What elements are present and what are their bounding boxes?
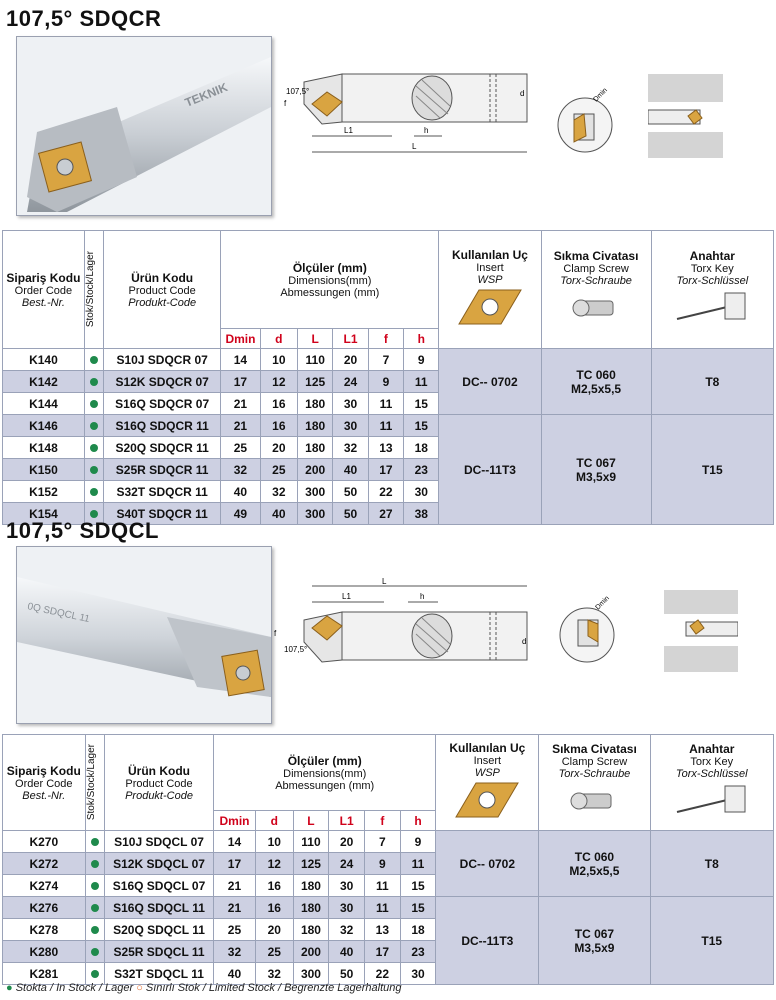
h-cell: 23 xyxy=(404,459,439,481)
l-cell: 125 xyxy=(298,371,333,393)
angle-label: 107,5° xyxy=(286,87,310,96)
h-cell: 18 xyxy=(404,437,439,459)
f-cell: 11 xyxy=(364,875,400,897)
h-cell: 15 xyxy=(404,415,439,437)
key-header: Anahtar Torx Key Torx-Schlüssel xyxy=(651,231,773,349)
in-stock-dot-icon xyxy=(90,356,98,364)
f-cell: 22 xyxy=(364,963,400,985)
d-cell: 12 xyxy=(260,371,297,393)
insert-icon-2 xyxy=(452,779,522,821)
in-stock-dot-icon xyxy=(90,422,98,430)
stock-cell xyxy=(84,459,103,481)
screw-icon-2 xyxy=(569,780,619,820)
col-f: f xyxy=(368,329,403,349)
l-cell: 125 xyxy=(293,853,329,875)
in-stock-dot-icon xyxy=(91,904,99,912)
stock-header: Stok/Stock/Lager xyxy=(84,231,103,349)
dmin-cell: 32 xyxy=(221,459,260,481)
product-code-cell: S10J SDQCR 07 xyxy=(104,349,221,371)
table-row xyxy=(3,415,774,437)
h-cell: 30 xyxy=(400,963,436,985)
stock-cell xyxy=(85,875,104,897)
l1-cell: 40 xyxy=(329,941,365,963)
torx-key-cell: T15 xyxy=(650,897,773,985)
dmin-cell: 49 xyxy=(221,503,260,525)
d-label: d xyxy=(520,89,525,98)
f-cell: 11 xyxy=(368,415,403,437)
l1-cell: 30 xyxy=(333,393,368,415)
limited-stock-circle-icon: ○ xyxy=(136,982,143,994)
l-cell: 180 xyxy=(293,919,329,941)
product-code-cell: S12K SDQCL 07 xyxy=(104,853,213,875)
product-code-cell: S20Q SDQCR 11 xyxy=(104,437,221,459)
clamp-screw-cell: TC 067 M3,5x9 xyxy=(541,415,651,525)
h-cell: 15 xyxy=(400,897,436,919)
order-code-cell: K150 xyxy=(3,459,85,481)
h-cell: 15 xyxy=(404,393,439,415)
f-cell: 22 xyxy=(368,481,403,503)
dmin-cell: 32 xyxy=(214,941,256,963)
f-cell: 11 xyxy=(364,897,400,919)
product-code-cell: S12K SDQCR 07 xyxy=(104,371,221,393)
order-code-header-2: Sipariş Kodu Order Code Best.-Nr. xyxy=(3,735,86,831)
table-row xyxy=(3,349,774,371)
spec-table-sdqcl xyxy=(2,734,774,985)
dmin-cell: 21 xyxy=(221,393,260,415)
l1-cell: 30 xyxy=(333,415,368,437)
l-cell: 200 xyxy=(298,459,333,481)
l1-label-2: L1 xyxy=(342,592,351,601)
in-stock-dot-icon xyxy=(91,970,99,978)
f-cell: 9 xyxy=(364,853,400,875)
torx-key-icon xyxy=(667,287,757,327)
key-header-2: Anahtar Torx Key Torx-Schlüssel xyxy=(650,735,773,831)
dmin-cell: 21 xyxy=(221,415,260,437)
product-code-cell: S40T SDQCR 11 xyxy=(104,503,221,525)
table-row xyxy=(3,897,774,919)
col-dmin-2: Dmin xyxy=(214,811,256,831)
l-cell: 180 xyxy=(298,437,333,459)
bore-diagram-sdqcl xyxy=(554,590,624,670)
insert-code-cell: DC-- 0702 xyxy=(436,831,539,897)
col-h: h xyxy=(404,329,439,349)
insert-icon xyxy=(455,286,525,328)
product-code-cell: S32T SDQCL 11 xyxy=(104,963,213,985)
f-cell: 27 xyxy=(368,503,403,525)
d-cell: 32 xyxy=(255,963,293,985)
order-code-cell: K276 xyxy=(3,897,86,919)
h-cell: 11 xyxy=(404,371,439,393)
in-stock-dot-icon xyxy=(90,488,98,496)
stock-cell xyxy=(85,853,104,875)
stock-cell xyxy=(84,437,103,459)
order-code-cell: K148 xyxy=(3,437,85,459)
dimensions-header-2: Ölçüler (mm) Dimensions(mm) Abmessungen (mm) xyxy=(214,735,436,811)
dimensions-header: Ölçüler (mm) Dimensions(mm) Abmessungen (mm) xyxy=(221,231,439,329)
stock-cell xyxy=(85,941,104,963)
section-view-sdqcl xyxy=(664,590,738,672)
d-cell: 32 xyxy=(260,481,297,503)
l-cell: 180 xyxy=(293,897,329,919)
h-cell: 11 xyxy=(400,853,436,875)
dmin-cell: 17 xyxy=(214,853,256,875)
f-cell: 13 xyxy=(364,919,400,941)
angle-label-2: 107,5° xyxy=(284,645,308,654)
dmin-cell: 40 xyxy=(214,963,256,985)
stock-legend xyxy=(6,982,402,994)
f-cell: 7 xyxy=(368,349,403,371)
legend-in-stock: Stokta / In Stock / Lager xyxy=(15,982,134,994)
order-code-cell: K154 xyxy=(3,503,85,525)
in-stock-dot-icon xyxy=(90,466,98,474)
stock-cell xyxy=(85,897,104,919)
l-cell: 300 xyxy=(298,503,333,525)
product-code-cell: S25R SDQCL 11 xyxy=(104,941,213,963)
l1-cell: 40 xyxy=(333,459,368,481)
col-d-2: d xyxy=(255,811,293,831)
order-code-cell: K278 xyxy=(3,919,86,941)
l1-cell: 24 xyxy=(333,371,368,393)
h-cell: 30 xyxy=(404,481,439,503)
d-cell: 25 xyxy=(255,941,293,963)
in-stock-dot-icon xyxy=(91,882,99,890)
d-cell: 16 xyxy=(260,415,297,437)
torx-key-cell: T15 xyxy=(651,415,773,525)
f-cell: 7 xyxy=(364,831,400,853)
section-view-sdqcr xyxy=(648,74,723,158)
stock-cell xyxy=(85,831,104,853)
order-code-cell: K146 xyxy=(3,415,85,437)
dmin-cell: 14 xyxy=(221,349,260,371)
order-code-cell: K270 xyxy=(3,831,86,853)
order-code-cell: K280 xyxy=(3,941,86,963)
product-photo-sdqcl xyxy=(16,546,272,724)
l1-cell: 32 xyxy=(333,437,368,459)
stock-cell xyxy=(85,919,104,941)
h-cell: 9 xyxy=(400,831,436,853)
col-h-2: h xyxy=(400,811,436,831)
insert-code-cell: DC--11T3 xyxy=(436,897,539,985)
product-code-cell: S16Q SDQCR 07 xyxy=(104,393,221,415)
col-dmin: Dmin xyxy=(221,329,260,349)
l-cell: 300 xyxy=(298,481,333,503)
stock-cell xyxy=(84,371,103,393)
in-stock-dot-icon xyxy=(91,948,99,956)
screw-header-2: Sıkma Civatası Clamp Screw Torx-Schraube xyxy=(539,735,650,831)
section-title-sdqcr: 107,5° SDQCR xyxy=(6,6,162,31)
l1-cell: 30 xyxy=(329,897,365,919)
product-code-header-2: Ürün Kodu Product Code Produkt-Code xyxy=(104,735,213,831)
h-cell: 38 xyxy=(404,503,439,525)
l1-cell: 32 xyxy=(329,919,365,941)
order-code-cell: K140 xyxy=(3,349,85,371)
legend-limited: Sınırlı Stok / Limited Stock / Begrenzte Lagerhaltung xyxy=(145,982,402,994)
section-title-sdqcl: 107,5° SDQCL xyxy=(6,518,159,543)
tool-diagram-sdqcl xyxy=(272,576,532,676)
f-cell: 11 xyxy=(368,393,403,415)
l1-cell: 30 xyxy=(329,875,365,897)
l1-cell: 20 xyxy=(333,349,368,371)
l1-cell: 50 xyxy=(329,963,365,985)
dmin-cell: 14 xyxy=(214,831,256,853)
d-label-2: d xyxy=(522,637,527,646)
l1-label: L1 xyxy=(344,126,353,135)
f-label-2: f xyxy=(274,629,277,638)
order-code-cell: K142 xyxy=(3,371,85,393)
product-code-cell: S10J SDQCL 07 xyxy=(104,831,213,853)
bore-diagram-sdqcr xyxy=(552,80,622,160)
order-code-cell: K274 xyxy=(3,875,86,897)
d-cell: 40 xyxy=(260,503,297,525)
dmin-label: Dmin xyxy=(592,86,609,104)
product-code-cell: S16Q SDQCR 11 xyxy=(104,415,221,437)
d-cell: 20 xyxy=(260,437,297,459)
product-photo-sdqcr xyxy=(16,36,272,216)
clamp-screw-cell: TC 067 M3,5x9 xyxy=(539,897,650,985)
f-label: f xyxy=(284,99,287,108)
table-row xyxy=(3,831,774,853)
stock-cell xyxy=(84,481,103,503)
f-cell: 17 xyxy=(368,459,403,481)
torx-key-cell: T8 xyxy=(651,349,773,415)
d-cell: 25 xyxy=(260,459,297,481)
h-cell: 15 xyxy=(400,875,436,897)
order-code-cell: K144 xyxy=(3,393,85,415)
stock-cell xyxy=(84,393,103,415)
torx-key-cell: T8 xyxy=(650,831,773,897)
l-label-2: L xyxy=(382,577,387,586)
insert-header: Kullanılan Uç Insert WSP xyxy=(439,231,541,349)
torx-key-icon-2 xyxy=(667,780,757,820)
dmin-cell: 21 xyxy=(214,875,256,897)
col-l1: L1 xyxy=(333,329,368,349)
h-label-2: h xyxy=(420,592,425,601)
product-code-cell: S25R SDQCR 11 xyxy=(104,459,221,481)
col-d: d xyxy=(260,329,297,349)
stock-header-2: Stok/Stock/Lager xyxy=(85,735,104,831)
col-l-2: L xyxy=(293,811,329,831)
l1-cell: 20 xyxy=(329,831,365,853)
in-stock-dot-icon: ● xyxy=(6,982,13,994)
f-cell: 13 xyxy=(368,437,403,459)
h-cell: 9 xyxy=(404,349,439,371)
d-cell: 12 xyxy=(255,853,293,875)
photo-brand-text: TEKNIK xyxy=(182,80,230,110)
l-cell: 180 xyxy=(298,415,333,437)
order-code-header: Sipariş Kodu Order Code Best.-Nr. xyxy=(3,231,85,349)
l-cell: 180 xyxy=(293,875,329,897)
h-cell: 23 xyxy=(400,941,436,963)
in-stock-dot-icon xyxy=(90,510,98,518)
d-cell: 16 xyxy=(260,393,297,415)
l-label: L xyxy=(412,142,417,151)
l-cell: 180 xyxy=(298,393,333,415)
l-cell: 300 xyxy=(293,963,329,985)
insert-code-cell: DC-- 0702 xyxy=(439,349,541,415)
in-stock-dot-icon xyxy=(90,378,98,386)
product-code-cell: S16Q SDQCL 07 xyxy=(104,875,213,897)
in-stock-dot-icon xyxy=(90,400,98,408)
l-cell: 110 xyxy=(293,831,329,853)
col-l1-2: L1 xyxy=(329,811,365,831)
screw-icon xyxy=(571,287,621,327)
dmin-cell: 40 xyxy=(221,481,260,503)
order-code-cell: K152 xyxy=(3,481,85,503)
stock-cell xyxy=(84,415,103,437)
l1-cell: 24 xyxy=(329,853,365,875)
dmin-cell: 25 xyxy=(221,437,260,459)
in-stock-dot-icon xyxy=(91,926,99,934)
tool-diagram-sdqcr xyxy=(282,64,532,164)
d-cell: 16 xyxy=(255,875,293,897)
dmin-cell: 17 xyxy=(221,371,260,393)
clamp-screw-cell: TC 060 M2,5x5,5 xyxy=(539,831,650,897)
d-cell: 10 xyxy=(260,349,297,371)
screw-header: Sıkma Civatası Clamp Screw Torx-Schraube xyxy=(541,231,651,349)
d-cell: 10 xyxy=(255,831,293,853)
product-code-cell: S20Q SDQCL 11 xyxy=(104,919,213,941)
dmin-label-2: Dmin xyxy=(594,594,611,612)
order-code-cell: K272 xyxy=(3,853,86,875)
d-cell: 16 xyxy=(255,897,293,919)
f-cell: 17 xyxy=(364,941,400,963)
l-cell: 110 xyxy=(298,349,333,371)
h-label: h xyxy=(424,126,429,135)
product-code-cell: S32T SDQCR 11 xyxy=(104,481,221,503)
d-cell: 20 xyxy=(255,919,293,941)
in-stock-dot-icon xyxy=(91,860,99,868)
f-cell: 9 xyxy=(368,371,403,393)
insert-code-cell: DC--11T3 xyxy=(439,415,541,525)
l1-cell: 50 xyxy=(333,481,368,503)
stock-cell xyxy=(84,349,103,371)
product-code-header: Ürün Kodu Product Code Produkt-Code xyxy=(104,231,221,349)
product-code-cell: S16Q SDQCL 11 xyxy=(104,897,213,919)
spec-table-sdqcr xyxy=(2,230,774,525)
l-cell: 200 xyxy=(293,941,329,963)
in-stock-dot-icon xyxy=(91,838,99,846)
insert-header-2: Kullanılan Uç Insert WSP xyxy=(436,735,539,831)
col-l: L xyxy=(298,329,333,349)
h-cell: 18 xyxy=(400,919,436,941)
photo-label-text: 0Q SDQCL 11 xyxy=(26,601,91,626)
l1-cell: 50 xyxy=(333,503,368,525)
clamp-screw-cell: TC 060 M2,5x5,5 xyxy=(541,349,651,415)
in-stock-dot-icon xyxy=(90,444,98,452)
dmin-cell: 21 xyxy=(214,897,256,919)
order-code-cell: K281 xyxy=(3,963,86,985)
col-f-2: f xyxy=(364,811,400,831)
dmin-cell: 25 xyxy=(214,919,256,941)
